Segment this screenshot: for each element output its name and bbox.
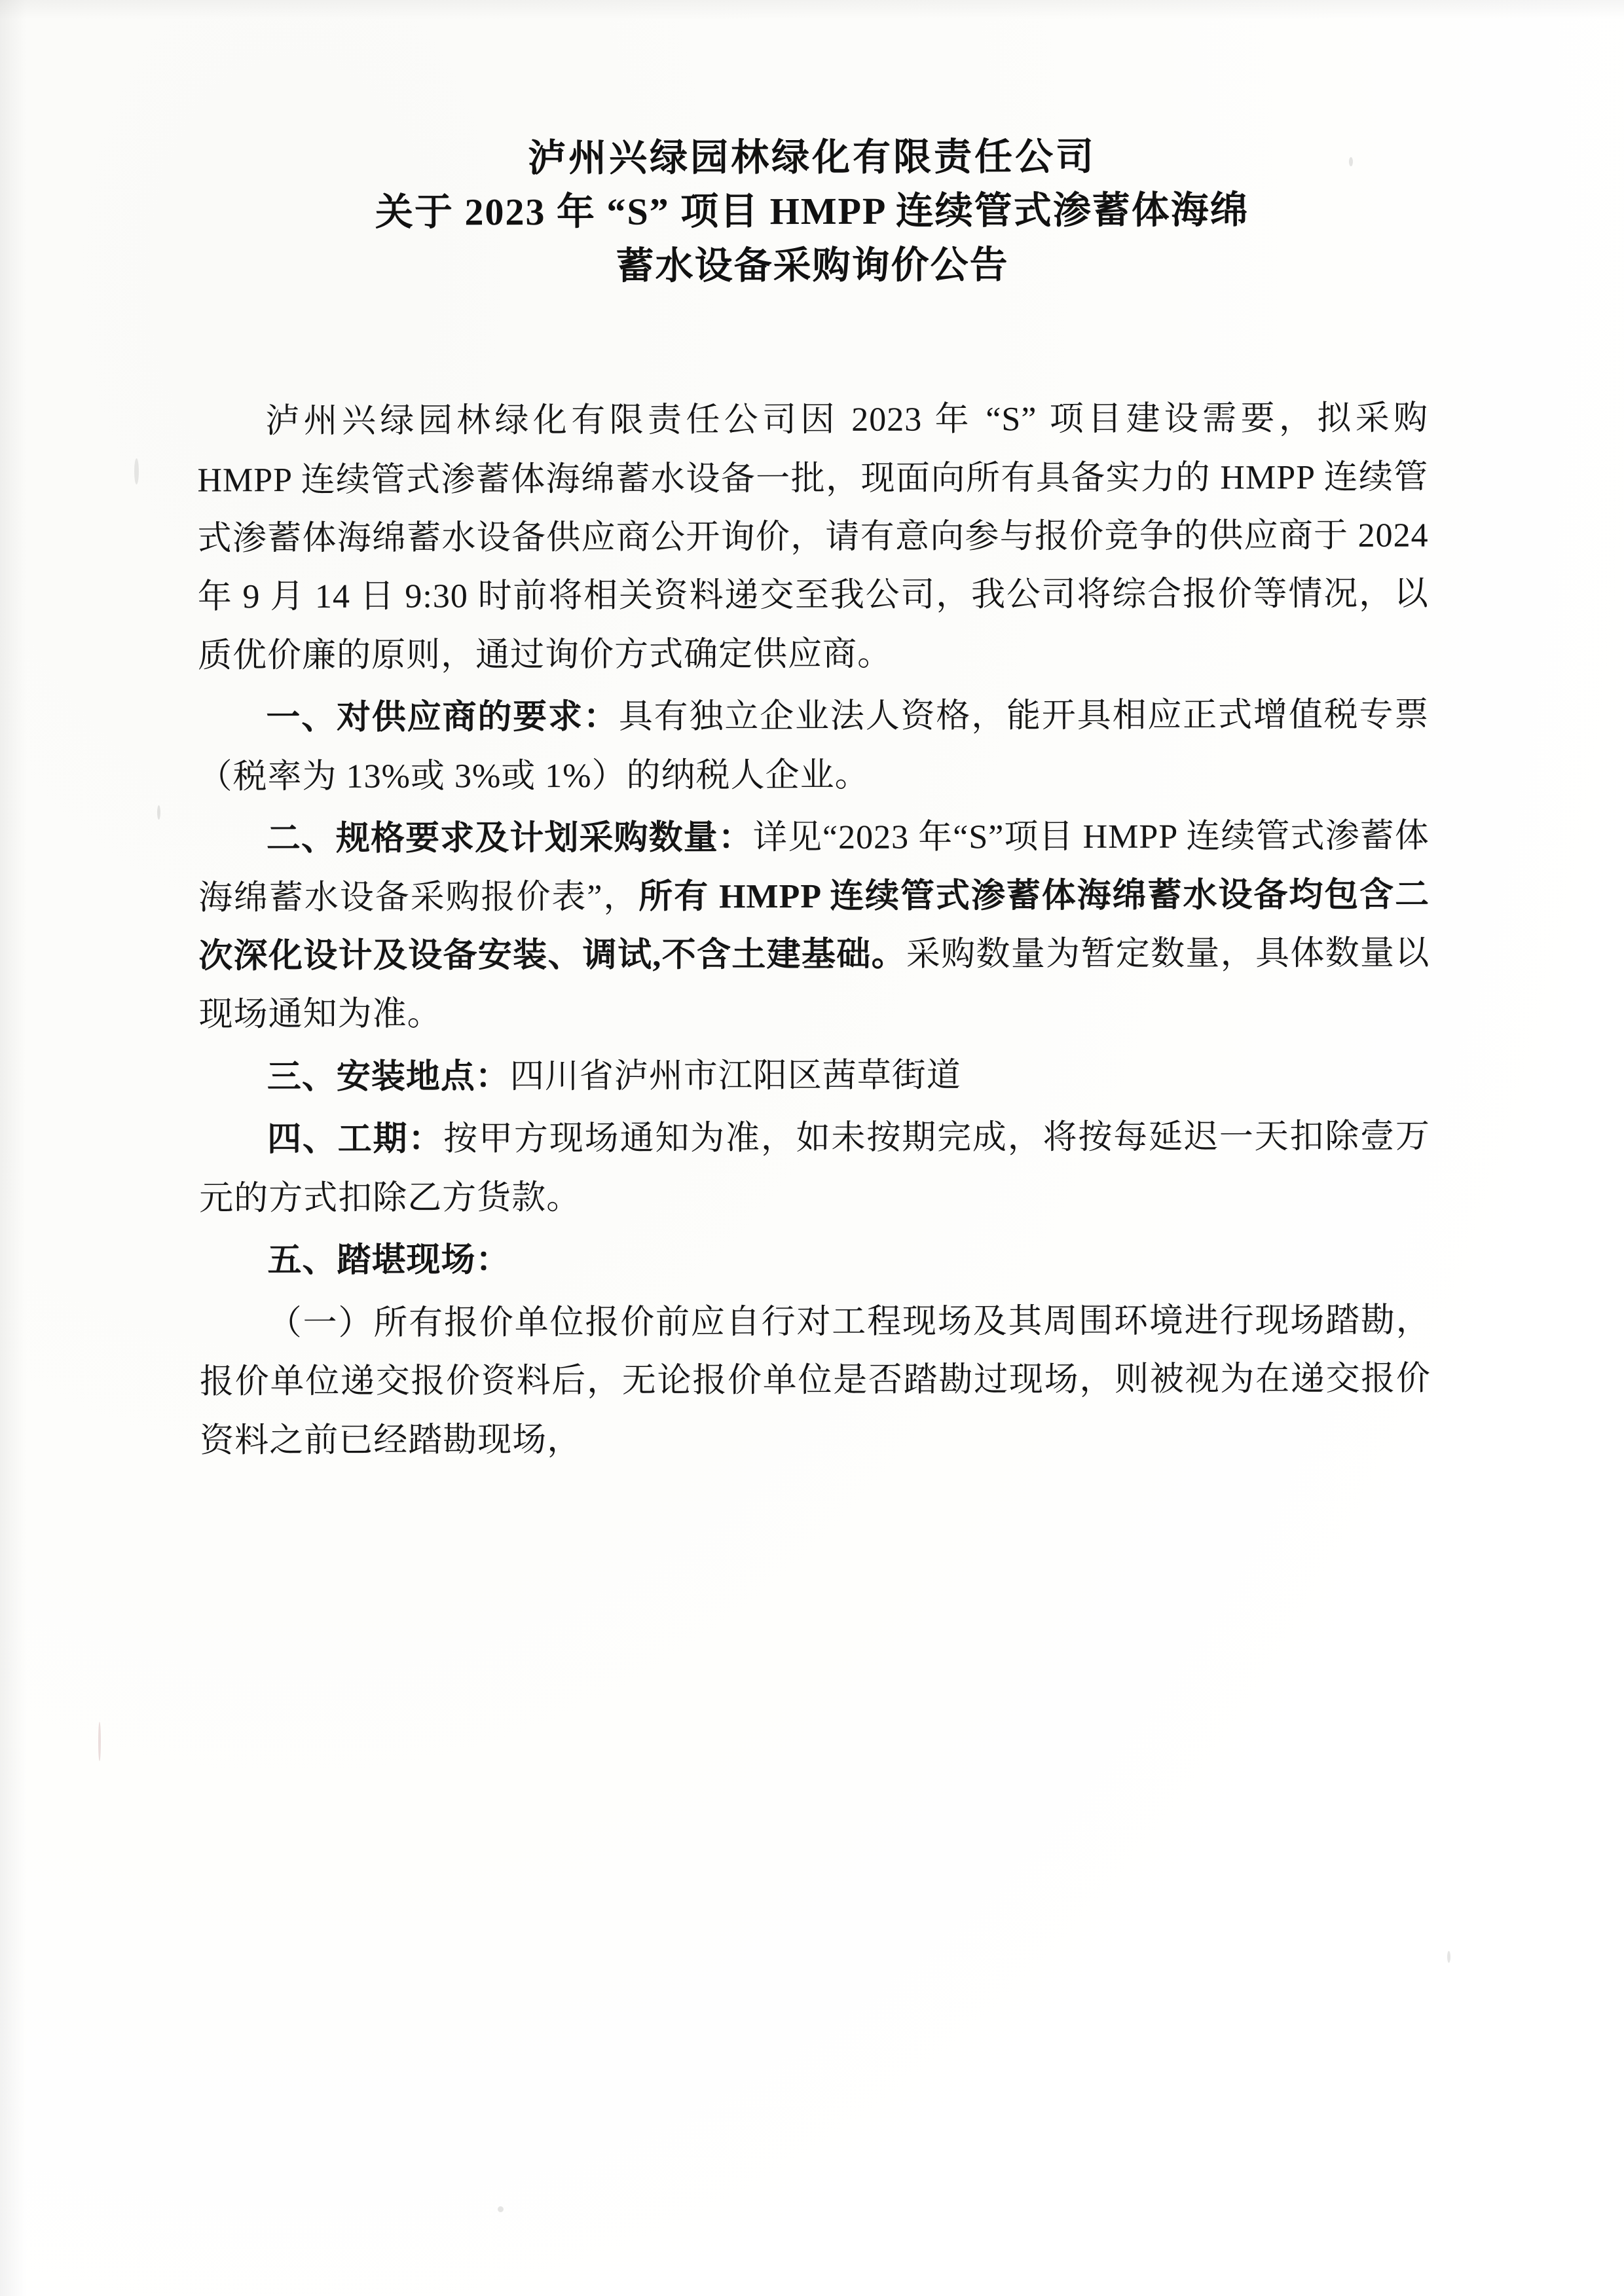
- scan-speck: [157, 805, 160, 820]
- paragraph-section-2: [198, 807, 1430, 1045]
- section-4-text: 按甲方现场通知为准，如未按期完成，将按每延迟一天扣除壹万元的方式扣除乙方货款。: [199, 1118, 1431, 1218]
- paragraph-intro: 泸州兴绿园林绿化有限责任公司因 2023 年 “S” 项目建设需要，拟采购 HMPP 连续管式渗蓄体海绵蓄水设备一批，现面向所有具备实力的 HMPP 连续管式渗蓄体海绵蓄水设备供应商公开询价，请有意向参与报价竞争的供应商于 2024 年 9 月 14 日 9:30 时前将相关资料递交至我公司，我公司将综合报价等情况，以质优价廉的原则，通过询价方式确定供应商。: [197, 399, 1429, 675]
- section-2-text-part1: 详见“2023 年“S”项目 HMPP 连续管式渗蓄体海绵蓄水设备采购报价表”，: [198, 817, 1430, 917]
- section-3-heading: 三、安装地点：: [267, 1058, 510, 1097]
- title-line-3: 蓄水设备采购询价公告: [616, 243, 1009, 287]
- title-line-2: 关于 2023 年 “S” 项目 HMPP 连续管式渗蓄体海绵: [375, 189, 1249, 234]
- page-edge-shadow-top: [0, 0, 1624, 20]
- page-edge-shadow-left: [0, 0, 26, 2296]
- scan-speck: [498, 2206, 504, 2212]
- paragraph-section-5: [199, 1229, 1430, 1290]
- section-1-text: 具有独立企业法人资格，能开具相应正式增值税专票（税率为 13%或 3%或 1%）的纳税人企业。: [198, 696, 1430, 796]
- section-3-text: 四川省泸州市江阳区茜草街道: [509, 1057, 961, 1096]
- section-2-heading: 二、规格要求及计划采购数量：: [266, 819, 753, 858]
- paragraph-section-1: [198, 686, 1429, 807]
- section-5-heading: 五、踏堪现场：: [267, 1241, 511, 1280]
- section-4-heading: 四、工期：: [267, 1120, 444, 1159]
- paragraph-section-4: [199, 1108, 1430, 1228]
- scan-speck: [98, 1722, 101, 1761]
- document-body: [196, 130, 1431, 1474]
- paragraph-section-5-1: （一）所有报价单位报价前应自行对工程现场及其周围环境进行现场踏勘，报价单位递交报价资料后，无论报价单位是否踏勘过现场，则被视为在递交报价资料之前已经踏勘现场，: [199, 1302, 1431, 1459]
- title-line-1: 泸州兴绿园林绿化有限责任公司: [528, 135, 1097, 180]
- paragraph-section-3: [199, 1045, 1430, 1106]
- scan-speck: [1447, 1951, 1450, 1963]
- section-2-text-part2: 采购数量为暂定数量，具体数量以现场通知为准。: [198, 934, 1430, 1034]
- section-1-heading: 一、对供应商的要求：: [266, 699, 619, 737]
- section-2-text-bold: 所有 HMPP 连续管式渗蓄体海绵蓄水设备均包含二次深化设计及设备安装、调试,不含土建基础。: [198, 876, 1430, 975]
- scan-speck: [134, 458, 139, 484]
- document-title: [196, 130, 1428, 295]
